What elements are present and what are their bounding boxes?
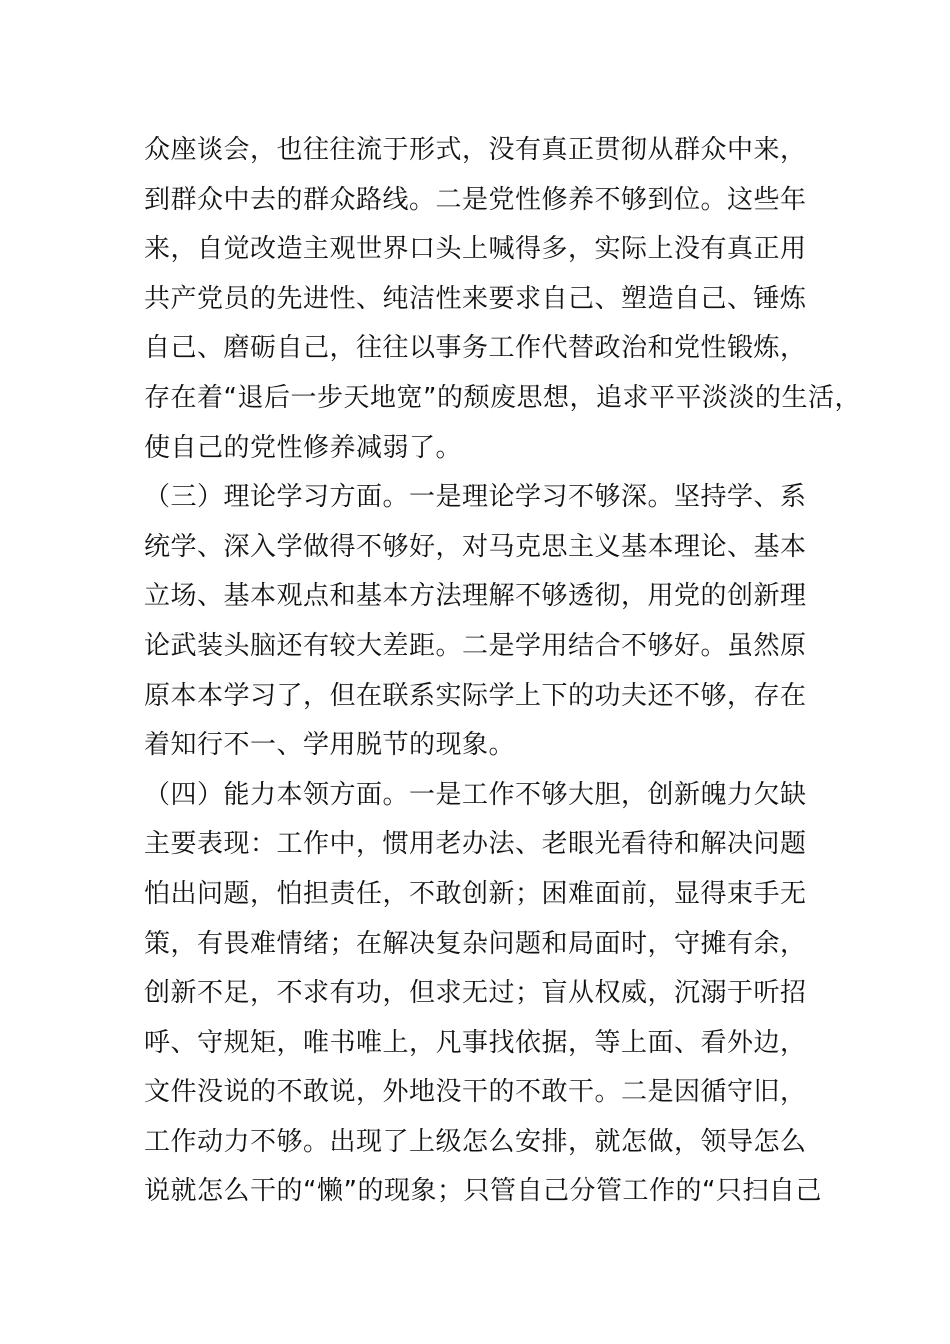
text-line: 来，自觉改造主观世界口头上喊得多，实际上没有真正用 (144, 234, 807, 265)
text-line: 文件没说的不敢说，外地没干的不敢干。二是因循守旧， (144, 1077, 807, 1108)
text-line: 创新不足，不求有功，但求无过；盲从权威，沉溺于听招 (144, 978, 807, 1009)
text-line: 呼、守规矩，唯书唯上，凡事找依据，等上面、看外边， (144, 1027, 807, 1058)
text-line: 到群众中去的群众路线。二是党性修养不够到位。这些年 (144, 184, 807, 215)
text-line: 立场、基本观点和基本方法理解不够透彻，用党的创新理 (144, 581, 807, 612)
section-heading-line: （四）能力本领方面。一是工作不够大胆，创新魄力欠缺 (144, 779, 807, 810)
text-line: 存在着“退后一步天地宽”的颓废思想，追求平平淡淡的生活， (144, 382, 861, 413)
text-line: 工作动力不够。出现了上级怎么安排，就怎做，领导怎么 (144, 1126, 807, 1157)
text-line: 论武装头脑还有较大差距。二是学用结合不够好。虽然原 (144, 630, 807, 661)
text-line: 众座谈会，也往往流于形式，没有真正贯彻从群众中来， (144, 135, 807, 165)
text-line: 主要表现：工作中，惯用老办法、老眼光看待和解决问题 (144, 829, 807, 860)
section-heading-line: （三）理论学习方面。一是理论学习不够深。坚持学、系 (144, 482, 807, 513)
text-line: 怕出问题，怕担责任，不敢创新；困难面前，显得束手无 (144, 878, 807, 909)
text-line: 着知行不一、学用脱节的现象。 (144, 730, 516, 761)
text-line: 自己、磨砺自己，往往以事务工作代替政治和党性锻炼， (144, 333, 807, 364)
text-line: 使自己的党性修养减弱了。 (144, 432, 463, 463)
body-text (144, 126, 861, 1217)
text-line: 统学、深入学做得不够好，对马克思主义基本理论、基本 (144, 531, 807, 562)
text-line: 原本本学习了，但在联系实际学上下的功夫还不够，存在 (144, 680, 807, 711)
text-line: 说就怎么干的“懒”的现象；只管自己分管工作的“只扫自己 (144, 1176, 822, 1207)
text-line: 共产党员的先进性、纯洁性来要求自己、塑造自己、锤炼 (144, 283, 807, 314)
text-line: 策，有畏难情绪；在解决复杂问题和局面时，守摊有余， (144, 928, 807, 959)
